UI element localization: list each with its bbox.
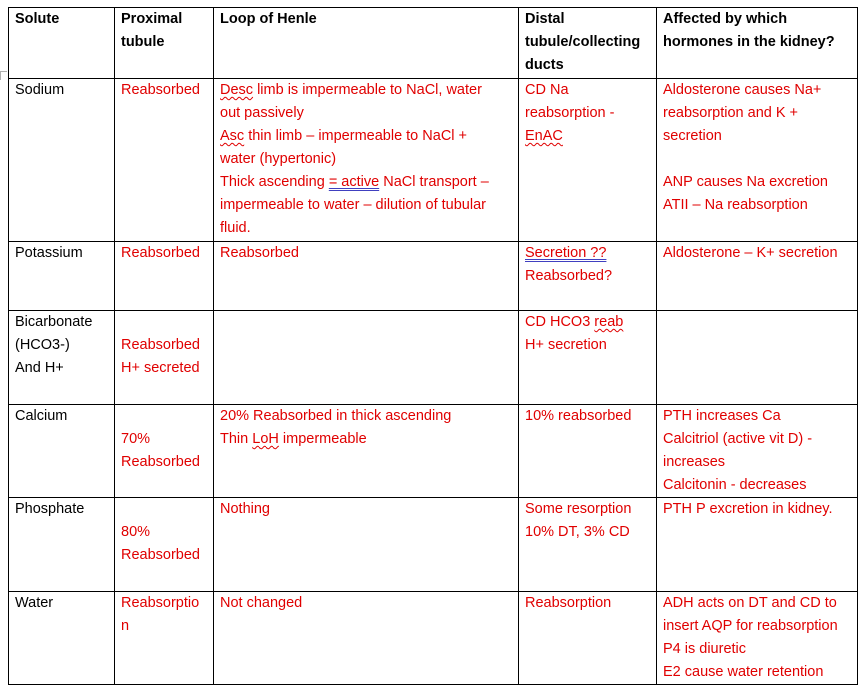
water-solute-cell: Water <box>9 592 115 685</box>
phosphate-proximal-cell: 80% Reabsorbed <box>115 498 214 592</box>
spellcheck-loh: LoH <box>252 431 279 447</box>
phosphate-distal-cell: Some resorption 10% DT, 3% CD <box>519 498 657 592</box>
sodium-distal-cell: CD Na reabsorption - EnAC <box>519 79 657 242</box>
bicarbonate-proximal-cell: Reabsorbed H+ secreted <box>115 311 214 405</box>
phosphate-solute-cell: Phosphate <box>9 498 115 592</box>
calcium-loop-cell: 20% Reabsorbed in thick ascending Thin LoH impermeable <box>214 405 519 498</box>
kidney-solute-table <box>8 7 858 685</box>
grammar-mark-active: = active <box>328 174 380 190</box>
spellcheck-reab: reab <box>594 314 624 330</box>
row-phosphate <box>9 498 858 592</box>
sodium-hormones-cell: Aldosterone causes Na+ reabsorption and K + secretion ANP causes Na excretion ATII – Na reabsorption <box>657 79 858 242</box>
row-sodium <box>9 79 858 242</box>
sodium-loop-cell: Desc limb is impermeable to NaCl, water out passively Asc thin limb – impermeable to NaCl + water (hypertonic) Thick ascending = active NaCl transport – impermeable to water – dilution of tubular fluid. <box>214 79 519 242</box>
header-loop-of-henle: Loop of Henle <box>214 8 519 79</box>
potassium-hormones-cell: Aldosterone – K+ secretion <box>657 242 858 311</box>
row-calcium <box>9 405 858 498</box>
bicarbonate-hormones-cell <box>657 311 858 405</box>
header-proximal: Proximal tubule <box>115 8 214 79</box>
water-loop-cell: Not changed <box>214 592 519 685</box>
water-proximal-cell: Reabsorptio n <box>115 592 214 685</box>
header-hormones: Affected by which hormones in the kidney? <box>657 8 858 79</box>
sodium-solute-cell: Sodium <box>9 79 115 242</box>
header-solute: Solute <box>9 8 115 79</box>
water-hormones-cell: ADH acts on DT and CD to insert AQP for reabsorption P4 is diuretic E2 cause water retention <box>657 592 858 685</box>
calcium-hormones-cell: PTH increases Ca Calcitriol (active vit D) - increases Calcitonin - decreases <box>657 405 858 498</box>
potassium-solute-cell: Potassium <box>9 242 115 311</box>
row-water <box>9 592 858 685</box>
bicarbonate-loop-cell <box>214 311 519 405</box>
sodium-proximal-cell: Reabsorbed <box>115 79 214 242</box>
spellcheck-enac: EnAC <box>525 128 563 144</box>
calcium-proximal-cell: 70% Reabsorbed <box>115 405 214 498</box>
phosphate-hormones-cell: PTH P excretion in kidney. <box>657 498 858 592</box>
spellcheck-desc: Desc <box>220 82 254 98</box>
table-move-handle[interactable] <box>0 71 7 80</box>
bicarbonate-distal-cell: CD HCO3 reab H+ secretion <box>519 311 657 405</box>
calcium-distal-cell: 10% reabsorbed <box>519 405 657 498</box>
potassium-loop-cell: Reabsorbed <box>214 242 519 311</box>
header-row <box>9 8 858 79</box>
water-distal-cell: Reabsorption <box>519 592 657 685</box>
spellcheck-asc: Asc <box>220 128 245 144</box>
potassium-proximal-cell: Reabsorbed <box>115 242 214 311</box>
grammar-mark-secretion: Secretion ?? <box>525 245 607 261</box>
bicarbonate-solute-cell: Bicarbonate (HCO3-) And H+ <box>9 311 115 405</box>
potassium-distal-cell: Secretion ?? Reabsorbed? <box>519 242 657 311</box>
row-bicarbonate <box>9 311 858 405</box>
row-potassium <box>9 242 858 311</box>
phosphate-loop-cell: Nothing <box>214 498 519 592</box>
header-distal: Distal tubule/collecting ducts <box>519 8 657 79</box>
calcium-solute-cell: Calcium <box>9 405 115 498</box>
